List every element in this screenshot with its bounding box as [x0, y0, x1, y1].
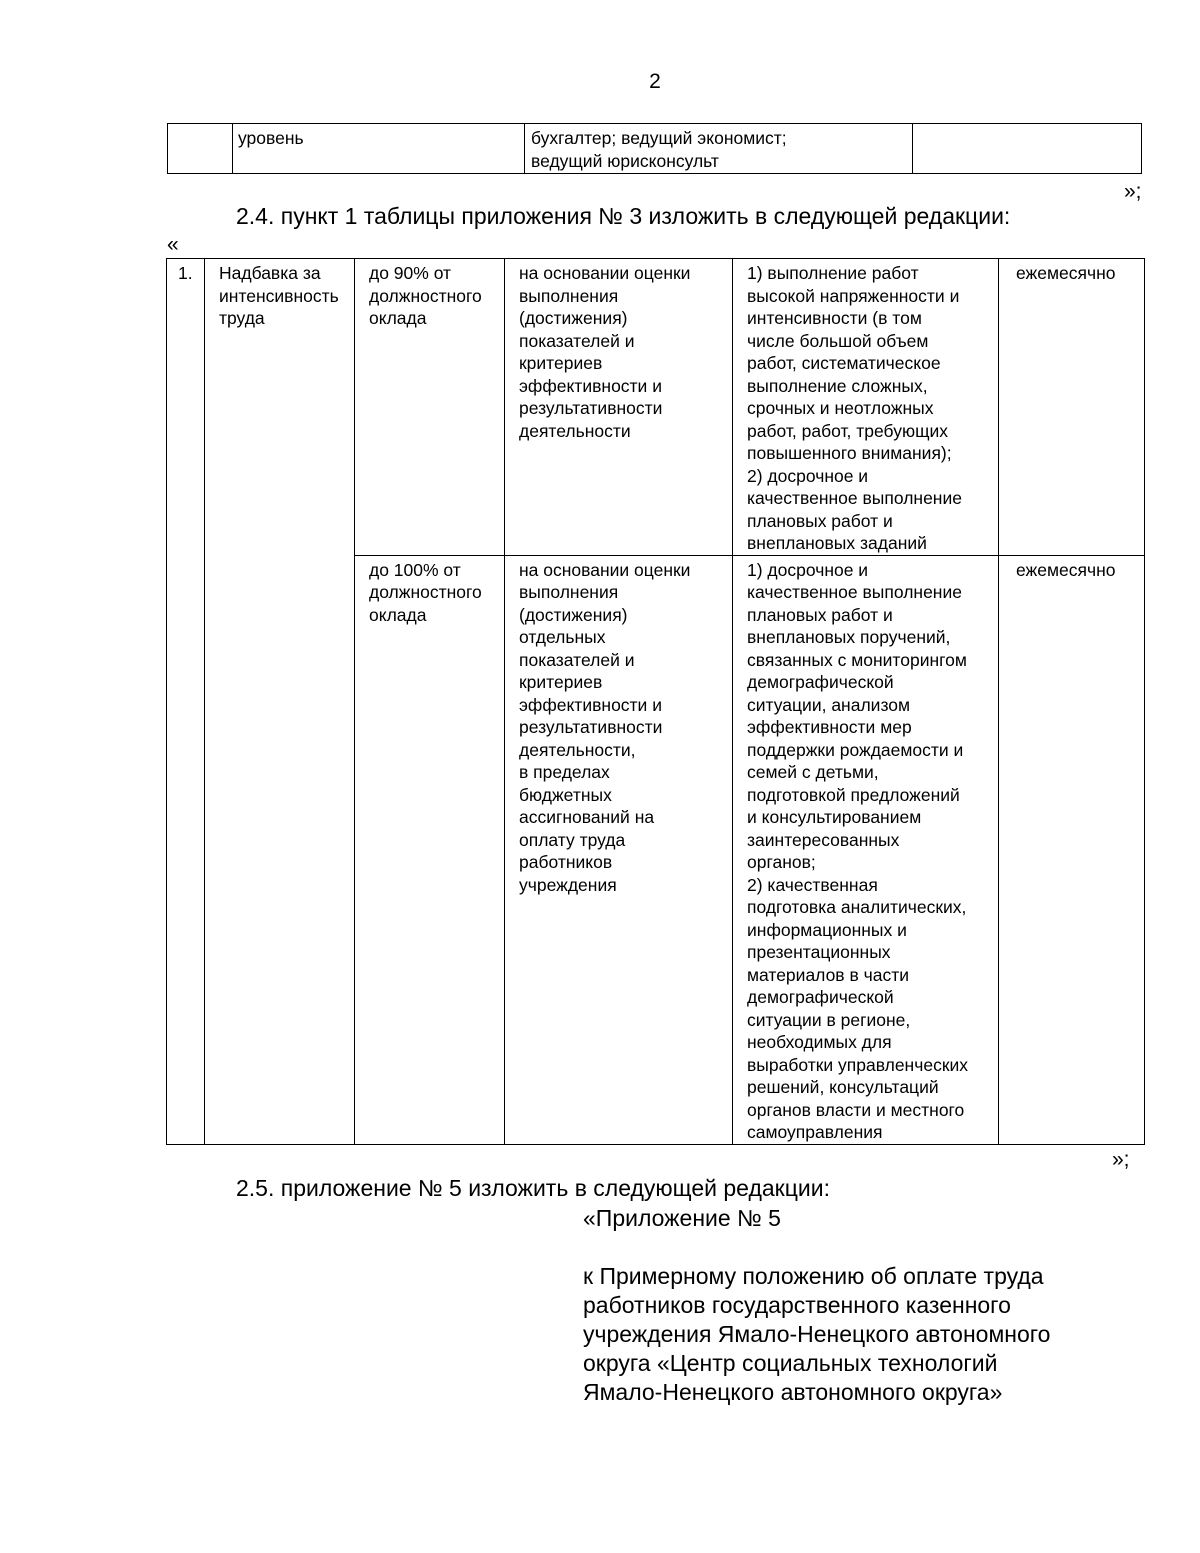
table-cell: бухгалтер; ведущий экономист; ведущий юрисконсульт [525, 124, 913, 174]
conditions-cell: 1) выполнение работ высокой напряженности и интенсивности (в том числе большой объем работ, систематическое выполнение сложных, срочных и неотложных работ, работ, требующих повышенного внимания); 2) досрочное и качественное выполнение плановых работ и внеплановых заданий [733, 259, 999, 556]
amount-cell: до 100% от должностного оклада [355, 555, 505, 1144]
allowance-name: Надбавка за интенсивность труда [205, 259, 355, 1145]
table-row [168, 124, 1142, 174]
table-top [167, 123, 1142, 174]
conditions-cell: 1) досрочное и качественное выполнение плановых работ и внеплановых поручений, связанных с мониторингом демографической ситуации, анализом эффективности мер поддержки рождаемости и семей с детьми, подготовкой предложений и консультированием заинтересованных органов; 2) качественная подготовка аналитических, информационных и презентационных материалов в части демографической ситуации в регионе, необходимых для выработки управленческих решений, консультаций органов власти и местного самоуправления [733, 555, 999, 1144]
basis-cell: на основании оценки выполнения (достижения) отдельных показателей и критериев эффективности и результативности деятельности, в пределах бюджетных ассигнований на оплату труда работников учреждения [505, 555, 733, 1144]
table-row [167, 259, 1145, 556]
page-number: 2 [649, 70, 661, 93]
amount-cell: до 90% от должностного оклада [355, 259, 505, 556]
heading-2-5: 2.5. приложение № 5 изложить в следующей редакции: [236, 1175, 830, 1201]
appendix-title: «Приложение № 5 [583, 1205, 781, 1231]
close-quote: »; [1124, 180, 1142, 203]
open-quote: « [167, 233, 179, 256]
table-main [166, 258, 1145, 1145]
close-quote: »; [1112, 1148, 1130, 1171]
period-cell: ежемесячно [999, 259, 1145, 556]
heading-2-4: 2.4. пункт 1 таблицы приложения № 3 изложить в следующей редакции: [236, 203, 1011, 229]
row-number: 1. [167, 259, 205, 1145]
table-cell: уровень [233, 124, 525, 174]
period-cell: ежемесячно [999, 555, 1145, 1144]
appendix-text: к Примерному положению об оплате труда работников государственного казенного учреждения Ямало-Ненецкого автономного округа «Центр социальных технологий Ямало-Ненецкого автономного округа» [583, 1263, 1051, 1405]
table-cell [913, 124, 1142, 174]
basis-cell: на основании оценки выполнения (достижения) показателей и критериев эффективности и результативности деятельности [505, 259, 733, 556]
table-cell [168, 124, 233, 174]
